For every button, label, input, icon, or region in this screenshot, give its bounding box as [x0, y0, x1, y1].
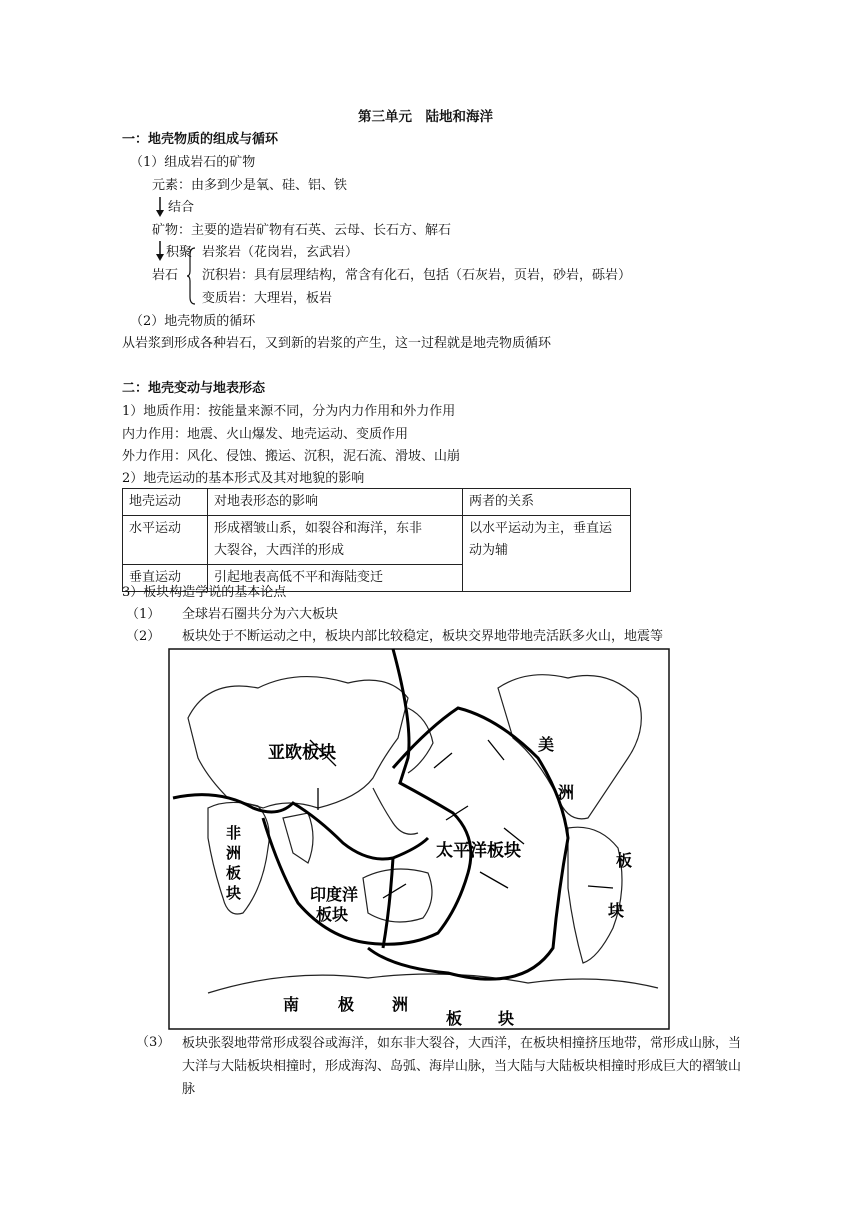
plate-tectonics-map	[168, 648, 670, 1030]
down-arrow-icon	[154, 240, 166, 262]
table-cell: 引起地表高低不平和海陆变迁	[208, 565, 463, 592]
africa-label-char: 非	[226, 824, 242, 842]
accumulate-label: 积聚	[166, 245, 193, 260]
effect-line: 大裂谷，大西洋的形成	[214, 543, 345, 558]
sub1: （1）组成岩石的矿物	[130, 155, 256, 170]
relation-line: 动为辅	[469, 543, 509, 558]
table-cell	[208, 516, 463, 565]
antarctic-label-char: 块	[498, 1009, 515, 1028]
down-arrow-icon	[154, 196, 166, 218]
para-3: 外力作用：风化、侵蚀、搬运、沉积，泥石流、滑坡、山崩	[122, 449, 461, 464]
pacific-plate-label: 太平洋板块	[436, 841, 521, 861]
america-label-char: 洲	[558, 783, 575, 802]
page-title: 第三单元 陆地和海洋	[358, 109, 493, 125]
table-header: 两者的关系	[463, 489, 631, 516]
table-header: 地壳运动	[123, 489, 208, 516]
metamorphic-rock: 变质岩：大理岩，板岩	[202, 291, 333, 306]
africa-label-char: 块	[226, 884, 242, 902]
minerals-line: 矿物：主要的造岩矿物有石英、云母、长石方、解石	[152, 223, 452, 238]
point1-number: （1）	[126, 607, 161, 622]
america-label-char: 块	[608, 901, 625, 920]
antarctic-label-char: 洲	[392, 995, 409, 1014]
table-row	[123, 516, 631, 565]
section2-heading: 二：地壳变动与地表形态	[122, 381, 266, 396]
antarctic-label-char: 极	[338, 995, 355, 1014]
igneous-rock: 岩浆岩（花岗岩，玄武岩）	[202, 245, 359, 260]
point2-number: （2）	[126, 629, 161, 644]
antarctic-label-char: 板	[446, 1009, 463, 1028]
relation-line: 以水平运动为主，垂直运	[469, 521, 613, 536]
section1-heading: 一：地壳物质的组成与循环	[122, 132, 279, 147]
map-frame	[169, 649, 669, 1029]
america-label-char: 美	[538, 735, 555, 754]
point1-text: 全球岩石圈共分为六大板块	[182, 607, 339, 622]
effect-line: 形成褶皱山系，如裂谷和海洋，东非	[214, 521, 423, 536]
brace-icon	[186, 247, 196, 305]
indian-label-line: 板块	[316, 905, 349, 924]
crust-movement-table	[122, 488, 631, 592]
para-4: 2）地壳运动的基本形式及其对地貌的影响	[122, 471, 365, 486]
table-cell: 水平运动	[123, 516, 208, 565]
table-cell: 垂直运动	[123, 565, 208, 592]
combine-label: 结合	[168, 200, 195, 215]
elements-line: 元素：由多到少是氧、硅、铝、铁	[152, 178, 348, 193]
africa-label-char: 洲	[226, 844, 242, 862]
indian-label-line: 印度洋	[310, 885, 359, 904]
america-label-char: 板	[616, 851, 633, 870]
para-2: 内力作用：地震、火山爆发、地壳运动、变质作用	[122, 427, 409, 442]
cycle-line: 从岩浆到形成各种岩石，又到新的岩浆的产生，这一过程就是地壳物质循环	[122, 336, 552, 351]
rock-label: 岩石	[152, 268, 179, 283]
table-cell	[463, 516, 631, 592]
africa-label-char: 板	[226, 864, 242, 882]
point3-text: 板块张裂地带常形成裂谷或海洋，如东非大裂谷，大西洋，在板块相撞挤压地带，常形成山脉，当大洋与大陆板块相撞时，形成海沟、岛弧、海岸山脉，当大陆与大陆板块相撞时形成巨大的褶皱山脉	[182, 1036, 742, 1097]
table-header-row	[123, 489, 631, 516]
eurasia-plate-label: 亚欧板块	[268, 743, 336, 763]
sedimentary-rock: 沉积岩：具有层理结构，常含有化石，包括（石灰岩，页岩，砂岩，砾岩）	[202, 268, 632, 283]
point3-number: （3）	[136, 1035, 171, 1050]
para-1: 1）地质作用：按能量来源不同，分为内力作用和外力作用	[122, 404, 456, 419]
sub2: （2）地壳物质的循环	[130, 314, 256, 329]
point2-text: 板块处于不断运动之中，板块内部比较稳定，板块交界地带地壳活跃多火山，地震等	[182, 629, 664, 644]
para-5: 3）板块构造学说的基本论点	[122, 585, 287, 600]
table-header: 对地表形态的影响	[208, 489, 463, 516]
antarctic-label-char: 南	[283, 995, 300, 1014]
